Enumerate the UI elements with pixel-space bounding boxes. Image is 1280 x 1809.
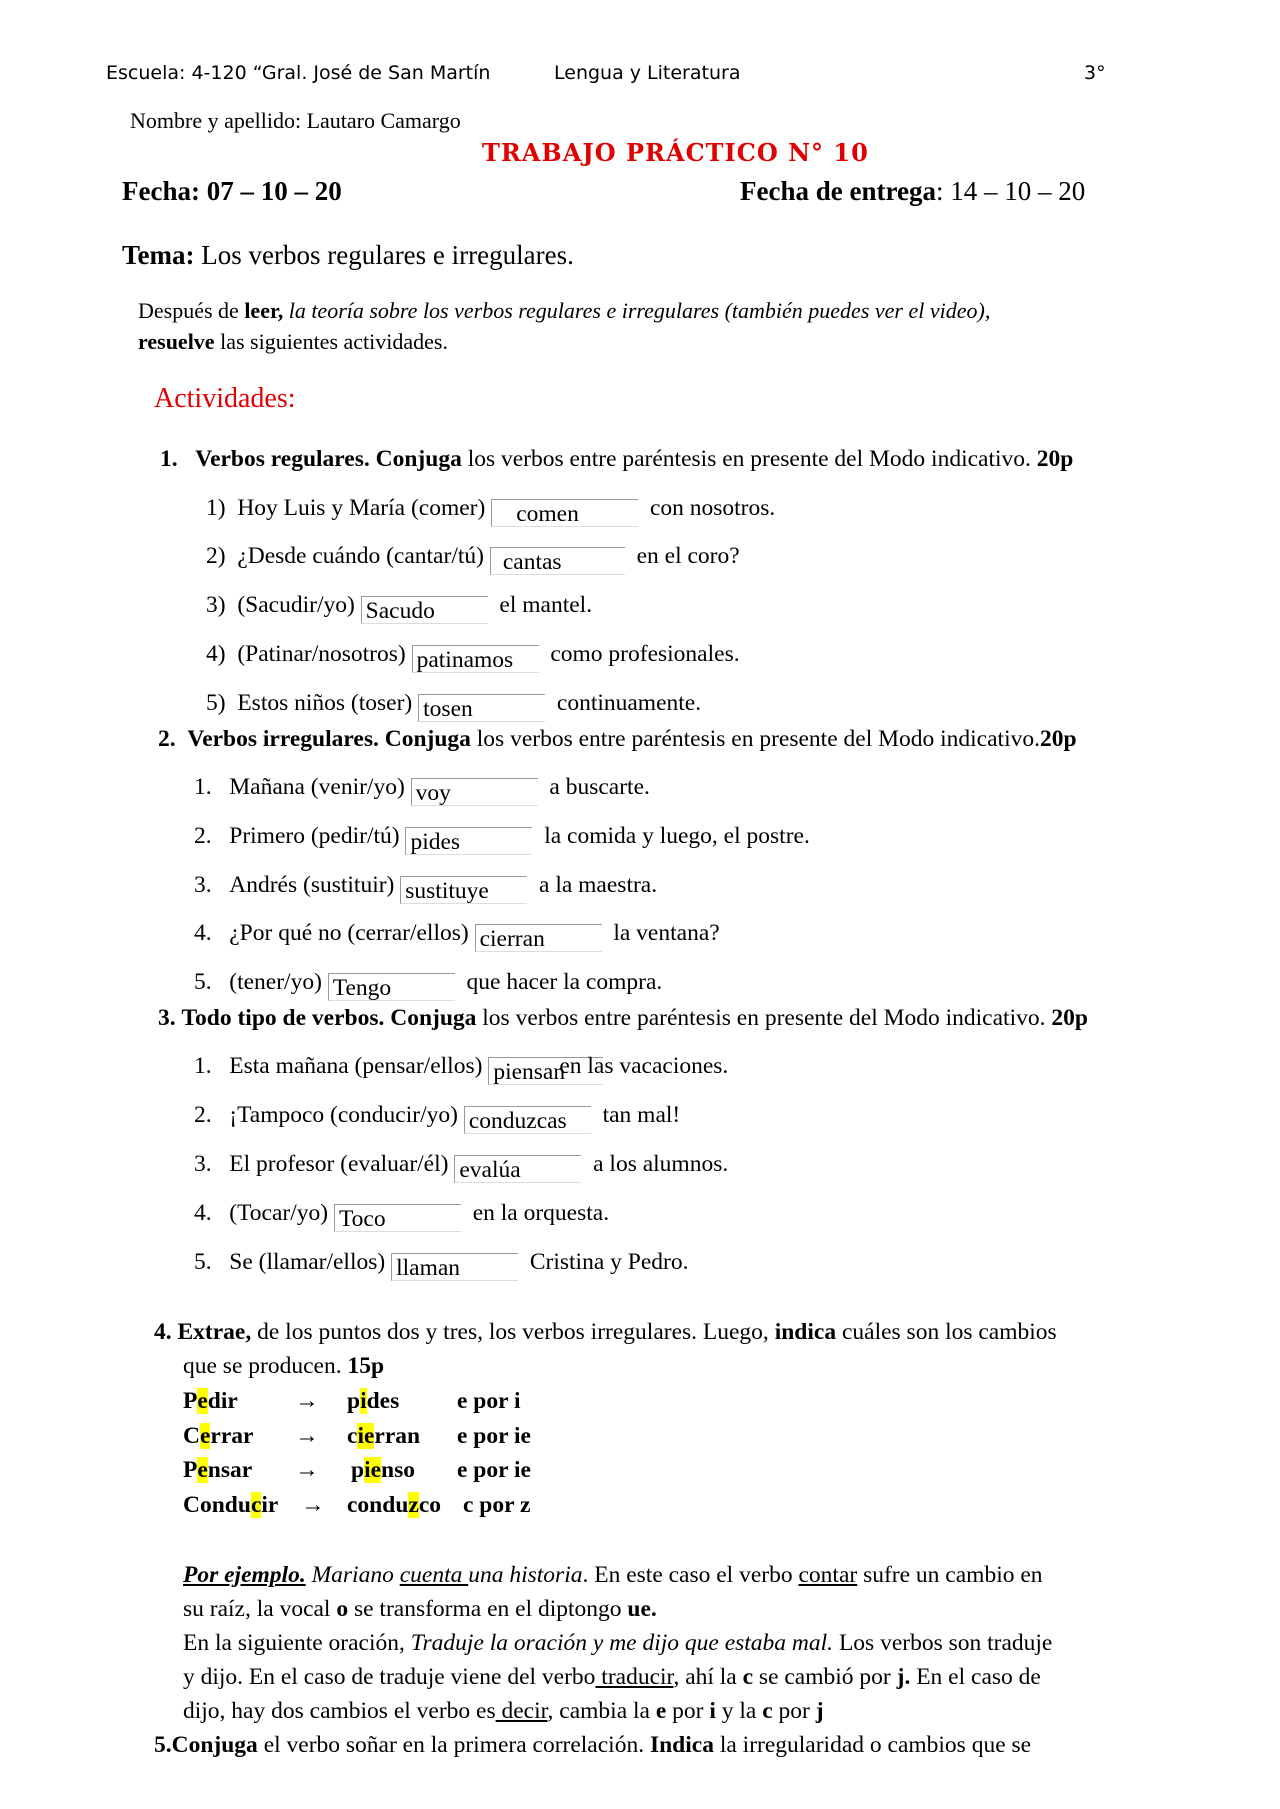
arrow-icon: → bbox=[295, 1388, 319, 1414]
s3-item-1: 1. Esta mañana (pensar/ellos) piensanen las vacaciones. bbox=[194, 1053, 729, 1085]
answer-field[interactable]: Sacudo bbox=[361, 596, 488, 624]
section-5-heading: 5.Conjuga el verbo soñar en la primera correlación. Indica la irregularidad o cambios que se bbox=[154, 1732, 1032, 1758]
answer-field[interactable]: cantas bbox=[490, 547, 625, 575]
example-line-3: En la siguiente oración, Traduje la oración y me dijo que estaba mal. Los verbos son traduje bbox=[183, 1630, 1053, 1656]
section-3-heading: 3. Todo tipo de verbos. Conjuga los verbos entre paréntesis en presente del Modo indicativo. 20p bbox=[158, 1005, 1088, 1031]
header-subject: Lengua y Literatura bbox=[554, 62, 741, 84]
topic: Tema: Los verbos regulares e irregulares. bbox=[122, 240, 574, 270]
answer-field[interactable]: cierran bbox=[475, 924, 602, 952]
answer-field[interactable]: comen bbox=[491, 499, 638, 527]
section-1-heading: 1. Verbos regulares. Conjuga los verbos entre paréntesis en presente del Modo indicativo. 20p bbox=[160, 446, 1074, 472]
arrow-icon: → bbox=[301, 1492, 325, 1518]
section-2-heading: 2. Verbos irregulares. Conjuga los verbos entre paréntesis en presente del Modo indicativo.20p bbox=[158, 726, 1077, 752]
section-4-heading: 4. Extrae, de los puntos dos y tres, los verbos irregulares. Luego, indica cuáles son los cambios bbox=[154, 1319, 1057, 1345]
arrow-icon: → bbox=[295, 1457, 319, 1483]
s1-item-1: 1) Hoy Luis y María (comer) comen con nosotros. bbox=[206, 495, 776, 527]
s2-item-1: 1. Mañana (venir/yo) voy a buscarte. bbox=[194, 774, 650, 806]
answer-field[interactable]: patinamos bbox=[412, 645, 539, 673]
answer-field[interactable]: sustituye bbox=[400, 876, 527, 904]
intro-line-1: Después de leer, la teoría sobre los verbos regulares e irregulares (también puedes ver el video), bbox=[138, 298, 991, 323]
answer-field[interactable]: Toco bbox=[334, 1204, 461, 1232]
s1-item-2: 2) ¿Desde cuándo (cantar/tú) cantas en el coro? bbox=[206, 543, 740, 575]
s2-item-3: 3. Andrés (sustituir) sustituye a la maestra. bbox=[194, 872, 658, 904]
example-line-5: dijo, hay dos cambios el verbo es decir, cambia la e por i y la c por j bbox=[183, 1698, 824, 1724]
example-line-2: su raíz, la vocal o se transforma en el diptongo ue. bbox=[183, 1596, 657, 1622]
section-4-line-2: que se producen. 15p bbox=[183, 1353, 385, 1379]
answer-field[interactable]: llaman bbox=[391, 1253, 518, 1281]
s3-item-5: 5. Se (llamar/ellos) llaman Cristina y Pedro. bbox=[194, 1249, 689, 1281]
s1-item-5: 5) Estos niños (toser) tosen continuamente. bbox=[206, 690, 702, 722]
s1-item-3: 3) (Sacudir/yo) Sacudo el mantel. bbox=[206, 592, 593, 624]
due-date: Fecha de entrega: 14 – 10 – 20 bbox=[740, 176, 1086, 206]
activities-title: Actividades: bbox=[154, 383, 296, 414]
answer-field[interactable]: conduzcas bbox=[464, 1106, 591, 1134]
header-school: Escuela: 4-120 “Gral. José de San Martín bbox=[106, 62, 491, 84]
s2-item-2: 2. Primero (pedir/tú) pides la comida y luego, el postre. bbox=[194, 823, 810, 855]
answer-field[interactable]: evalúa bbox=[454, 1155, 581, 1183]
s3-item-4: 4. (Tocar/yo) Toco en la orquesta. bbox=[194, 1200, 610, 1232]
s3-item-3: 3. El profesor (evaluar/él) evalúa a los alumnos. bbox=[194, 1151, 729, 1183]
answer-field[interactable]: tosen bbox=[418, 694, 545, 722]
answer-field[interactable]: piensan bbox=[488, 1057, 603, 1085]
s3-item-2: 2. ¡Tampoco (conducir/yo) conduzcas tan mal! bbox=[194, 1102, 681, 1134]
page-title: TRABAJO PRÁCTICO N° 10 bbox=[482, 138, 869, 167]
example-line-4: y dijo. En el caso de traduje viene del verbo traducir, ahí la c se cambió por j. En el caso de bbox=[183, 1664, 1041, 1690]
answer-field[interactable]: pides bbox=[405, 827, 532, 855]
example-line-1: Por ejemplo. Mariano cuenta una historia. En este caso el verbo contar sufre un cambio en bbox=[183, 1562, 1043, 1588]
answer-field[interactable]: voy bbox=[411, 778, 538, 806]
answer-field[interactable]: Tengo bbox=[328, 973, 455, 1001]
arrow-icon: → bbox=[295, 1423, 319, 1449]
date: Fecha: 07 – 10 – 20 bbox=[122, 176, 342, 206]
intro-line-2: resuelve las siguientes actividades. bbox=[138, 329, 448, 354]
s2-item-4: 4. ¿Por qué no (cerrar/ellos) cierran la ventana? bbox=[194, 920, 720, 952]
header-grade: 3° bbox=[1084, 62, 1106, 84]
student-name: Nombre y apellido: Lautaro Camargo bbox=[130, 108, 461, 133]
s1-item-4: 4) (Patinar/nosotros) patinamos como profesionales. bbox=[206, 641, 740, 673]
s2-item-5: 5. (tener/yo) Tengo que hacer la compra. bbox=[194, 969, 663, 1001]
